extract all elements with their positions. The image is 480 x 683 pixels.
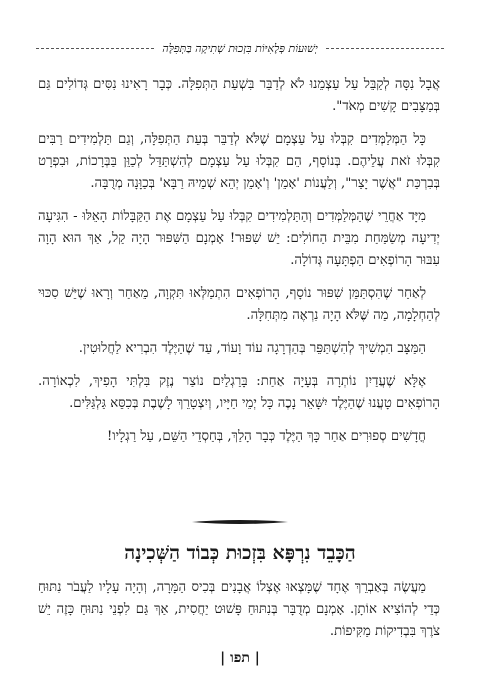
section-text [38,577,440,643]
main-text [38,74,440,459]
paragraph: כָּל הַמְּלַמְּדִים קִבְּלוּ עַל עַצְמָם שֶׁלֹּא לְדַבֵּר בְּעֵת הַתְּפִלָּה, וְגַם תַּלְמִידִים רַבִּים קִבְּלוּ זֹאת עֲלֵיהֶם. בְּנוֹסָף, הֵם קִבְּלוּ עַל עַצְמָם לְהִשְׁתַּדֵּל לְכַוֵּן בַּבְּרָכוֹת, וּבִפְרָט בְּבִרְכַּת "אֲשֶׁר יָצַר", וְלַעֲנוֹת 'אָמֵן' וְ'אָמֵן יְהֵא שְׁמֵיהּ רַבָּא' בְּכַוָּנָה מְרֻבָּה. [38,132,440,191]
paragraph: מִיָּד אַחֲרֵי שֶׁהַמְּלַמְּדִים וְהַתַּלְמִידִים קִבְּלוּ עַל עַצְמָם אֶת הַקַּבָּלוֹת הָאֵלּוּ - הִגִּיעָה יְדִיעָה מְשַׂמַּחַת מִבֵּית הַחוֹלִים: יֵשׁ שִׁפּוּר! אָמְנָם הַשִּׁפּוּר הָיָה קַל, אַךְ הוּא הָוָה עִבּוּר הָרוֹפְאִים הַפְתָּעָה גְּדוֹלָה. [38,209,440,268]
header-rule-right [326,48,444,49]
running-header [36,40,444,56]
paragraph: מַעֲשֶׂה בְּאַבְרֵךְ אֶחָד שֶׁמָּצְאוּ אֶצְלוֹ אֲבָנִים בְּכִיס הַמָּרָה, וְהָיָה עָלָיו לַעֲבֹר נִתּוּחַ כְּדֵי לְהוֹצִיא אוֹתָן. אָמְנָם מְדֻבָּר בְּנִתּוּחַ פָּשׁוּט יַחֲסִית, אַךְ גַּם לִפְנֵי נִתּוּחַ כָּזֶה יֵשׁ צֹרֶךְ בִּבְדִיקוֹת מַקִּיפוֹת. [38,580,440,639]
section-divider-ornament [190,517,290,527]
paragraph: הַמַּצָּב הִמְשִׁיךְ לְהִשְׁתַּפֵּר בְּהַדְרָגָה עוֹד וָעוֹד, עַד שֶׁהַיֶּלֶד הִבְרִיא לַחֲלוּטִין. [78,341,426,356]
paragraph: אֲבָל נִסָּה לְקַבֵּל עַל עַצְמֵנוּ לֹא לְדַבֵּר בִּשְׁעַת הַתְּפִלָּה. כְּבָר רָאִינוּ נִסִּים גְּדוֹלִים גַּם בְּמַצָּבִים קָשִׁים מְאֹד". [38,77,440,114]
header-rule-left [36,48,154,49]
page-number: | תפו | [220,650,260,666]
paragraph: לְאַחַר שֶׁהִסְתַּמֵּן שִׁפּוּר נוֹסָף, הָרוֹפְאִים הִתְמַלְּאוּ תִּקְוָה, מֵאַחַר וְרָאוּ שֶׁיֵּשׁ סִכּוּי לְהַחְלָמָה, מַה שֶּׁלֹּא הָיָה נִרְאֶה מִתְּחִלָּה. [38,286,440,323]
running-header-title: יְשׁוּעוֹת פְּלָאִיּוֹת בִּזְכוּת שְׁתִיקָה בַּתְּפִלָּה [162,41,318,55]
paragraph: אֶלָּא שֶׁעֲדַיִן נוֹתְרָה בְּעָיָה אַחַת: בָּרַגְלַיִם נוֹצַר נֶזֶק בִּלְתִּי הָפִיךְ, לִכְאוֹרָה. הָרוֹפְאִים טָעֲנוּ שֶׁהַיֶּלֶד יִשָּׁאֵר נָכֶה כָּל יְמֵי חַיָּיו, וְיִצְטָרֵךְ לָשֶׁבֶת בְּכִסֵּא גַּלְגַּלִּים. [38,374,440,411]
paragraph: חֳדָשִׁים סְפוּרִים אַחַר כָּךְ הַיֶּלֶד כְּבָר הָלַךְ, בְּחַסְדֵי הַשֵּׁם, עַל רַגְלָיו! [107,429,426,444]
section-title: הַכָּבֵד נִרְפָּא בִּזְכוּת כְּבוֹד הַשְּׁכִינָה [124,542,356,564]
